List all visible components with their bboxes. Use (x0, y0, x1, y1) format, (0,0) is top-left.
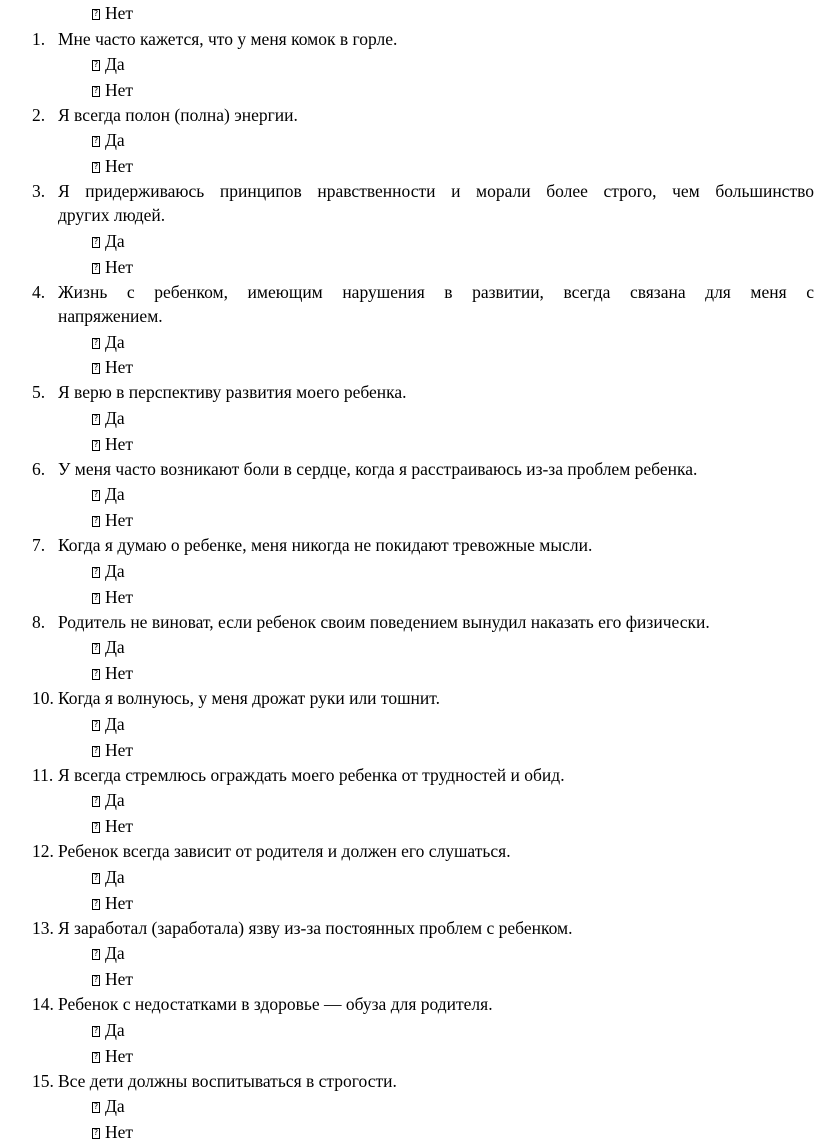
question-item (0, 281, 816, 303)
answer-option-no[interactable]: ?Нет (92, 79, 133, 101)
question-text: Я всегда стремлюсь ограждать моего ребенка от трудностей и обид. (58, 765, 565, 785)
question-number: 7. (32, 535, 46, 555)
checkbox-icon[interactable] (92, 746, 100, 757)
checkbox-icon[interactable] (92, 796, 100, 807)
answer-option-yes[interactable]: ?Да (92, 942, 125, 964)
question-number: 11. (32, 765, 54, 785)
question-text: Родитель не виноват, если ребенок своим поведением вынудил наказать его физически. (58, 612, 710, 632)
answer-option-yes[interactable]: ?Да (92, 230, 125, 252)
answer-option-no[interactable]: ?Нет (92, 433, 133, 455)
question-number: 5. (32, 382, 46, 402)
answer-option-yes[interactable]: ?Да (92, 636, 125, 658)
question-number: 4. (32, 282, 46, 302)
answer-option-yes[interactable]: ?Да (92, 560, 125, 582)
question-text: Я придерживаюсь принципов нравственности и морали более строго, чем большинство (58, 181, 814, 201)
question-number: 15. (32, 1071, 54, 1091)
answer-option-no[interactable]: ?Нет (92, 356, 133, 378)
question-number: 2. (32, 105, 46, 125)
checkbox-icon[interactable] (92, 567, 100, 578)
checkbox-icon[interactable] (92, 873, 100, 884)
question-text: Я всегда полон (полна) энергии. (58, 105, 298, 125)
answer-option-yes[interactable]: ?Да (92, 331, 125, 353)
answer-option-no[interactable]: ?Нет (92, 155, 133, 177)
answer-option-no[interactable]: ?Нет (92, 256, 133, 278)
question-number: 1. (32, 29, 46, 49)
answer-option-no[interactable]: ?Нет (92, 509, 133, 531)
answer-option-no[interactable]: ?Нет (92, 815, 133, 837)
checkbox-icon[interactable] (92, 414, 100, 425)
question-number: 14. (32, 994, 54, 1014)
checkbox-icon[interactable] (92, 9, 100, 20)
checkbox-icon[interactable] (92, 822, 100, 833)
checkbox-icon[interactable] (92, 949, 100, 960)
checkbox-icon[interactable] (92, 975, 100, 986)
checkbox-icon[interactable] (92, 899, 100, 910)
checkbox-icon[interactable] (92, 643, 100, 654)
answer-option-yes[interactable]: ?Да (92, 407, 125, 429)
question-text: Мне часто кажется, что у меня комок в горле. (58, 29, 398, 49)
checkbox-icon[interactable] (92, 440, 100, 451)
answer-option-no[interactable]: ?Нет (92, 586, 133, 608)
checkbox-icon[interactable] (92, 1026, 100, 1037)
checkbox-icon[interactable] (92, 263, 100, 274)
checkbox-icon[interactable] (92, 86, 100, 97)
answer-option-yes[interactable]: ?Да (92, 789, 125, 811)
checkbox-icon[interactable] (92, 593, 100, 604)
question-number: 3. (32, 181, 46, 201)
answer-option-yes[interactable]: ?Да (92, 129, 125, 151)
checkbox-icon[interactable] (92, 338, 100, 349)
checkbox-icon[interactable] (92, 669, 100, 680)
answer-option-no[interactable]: ?Нет (92, 892, 133, 914)
answer-option-yes[interactable]: ?Да (92, 1019, 125, 1041)
answer-option-yes[interactable]: ?Да (92, 483, 125, 505)
checkbox-icon[interactable] (92, 1052, 100, 1063)
answer-option-no[interactable]: ?Нет (92, 2, 133, 24)
question-number: 12. (32, 841, 54, 861)
checkbox-icon[interactable] (92, 136, 100, 147)
question-item (0, 180, 816, 202)
question-number: 13. (32, 918, 54, 938)
answer-option-yes[interactable]: ?Да (92, 53, 125, 75)
questionnaire-page: ?Нет 1. Мне часто кажется, что у меня комок в горле. ?Да ?Нет 2. Я всегда полон (полна) энергии. ?Да ?Нет 3. Я придерживаюсь принципов нравственности и морали более строго, чем большинство других людей. ?Да ?Нет 4. Жизнь с ребенком, имеющим нарушения в развитии, всегда связана для меня с напряжением. ?Да ?Нет 5. Я верю в перспективу развития моего ребенка. ?Да ?Нет 6. У меня часто возникают боли в сердце, когда я расстраиваюсь из-за проблем ребенка. ?Да ?Нет 7. Когда я думаю о ребенке, меня никогда не покидают тревожные мысли. ?Да ?Нет 8. Родитель не виноват, если ребенок своим поведением вынудил наказать его физически. ?Да ?Нет 10. Когда я волнуюсь, у меня дрожат руки или тошнит. ?Да ?Нет 11. Я всегда стремлюсь ограждать моего ребенка от трудностей и обид. ?Да ?Нет 12. Ребенок всегда зависит от родителя и должен его слушаться. ?Да ?Нет 13. Я заработал (заработала) язву из-за постоянных проблем с ребенком. ?Да ?Нет 14. Ребенок с недостатками в здоровье — обуза для родителя. ?Да ?Нет 15. Все дети должны воспитываться в строгости. ?Да ?Нет (0, 0, 816, 1147)
question-text: Я верю в перспективу развития моего ребенка. (58, 382, 407, 402)
question-text: Когда я волнуюсь, у меня дрожат руки или тошнит. (58, 688, 440, 708)
checkbox-icon[interactable] (92, 720, 100, 731)
question-text: Все дети должны воспитываться в строгости. (58, 1071, 397, 1091)
answer-option-no[interactable]: ?Нет (92, 968, 133, 990)
answer-option-no[interactable]: ?Нет (92, 1121, 133, 1143)
checkbox-icon[interactable] (92, 162, 100, 173)
answer-option-no[interactable]: ?Нет (92, 662, 133, 684)
question-number: 6. (32, 459, 46, 479)
question-number: 10. (32, 688, 54, 708)
answer-option-yes[interactable]: ?Да (92, 1095, 125, 1117)
checkbox-icon[interactable] (92, 1128, 100, 1139)
checkbox-icon[interactable] (92, 363, 100, 374)
question-text: У меня часто возникают боли в сердце, когда я расстраиваюсь из-за проблем ребенка. (58, 459, 698, 479)
checkbox-icon[interactable] (92, 1102, 100, 1113)
checkbox-icon[interactable] (92, 237, 100, 248)
answer-option-yes[interactable]: ?Да (92, 713, 125, 735)
question-text: Ребенок с недостатками в здоровье — обуза для родителя. (58, 994, 493, 1014)
question-number: 8. (32, 612, 46, 632)
question-text: Жизнь с ребенком, имеющим нарушения в развитии, всегда связана для меня с (58, 282, 814, 302)
answer-option-no[interactable]: ?Нет (92, 1045, 133, 1067)
question-text: Я заработал (заработала) язву из-за постоянных проблем с ребенком. (58, 918, 573, 938)
checkbox-icon[interactable] (92, 516, 100, 527)
answer-option-yes[interactable]: ?Да (92, 866, 125, 888)
checkbox-icon[interactable] (92, 60, 100, 71)
answer-option-no[interactable]: ?Нет (92, 739, 133, 761)
question-text: Когда я думаю о ребенке, меня никогда не покидают тревожные мысли. (58, 535, 593, 555)
checkbox-icon[interactable] (92, 490, 100, 501)
question-text: Ребенок всегда зависит от родителя и должен его слушаться. (58, 841, 511, 861)
